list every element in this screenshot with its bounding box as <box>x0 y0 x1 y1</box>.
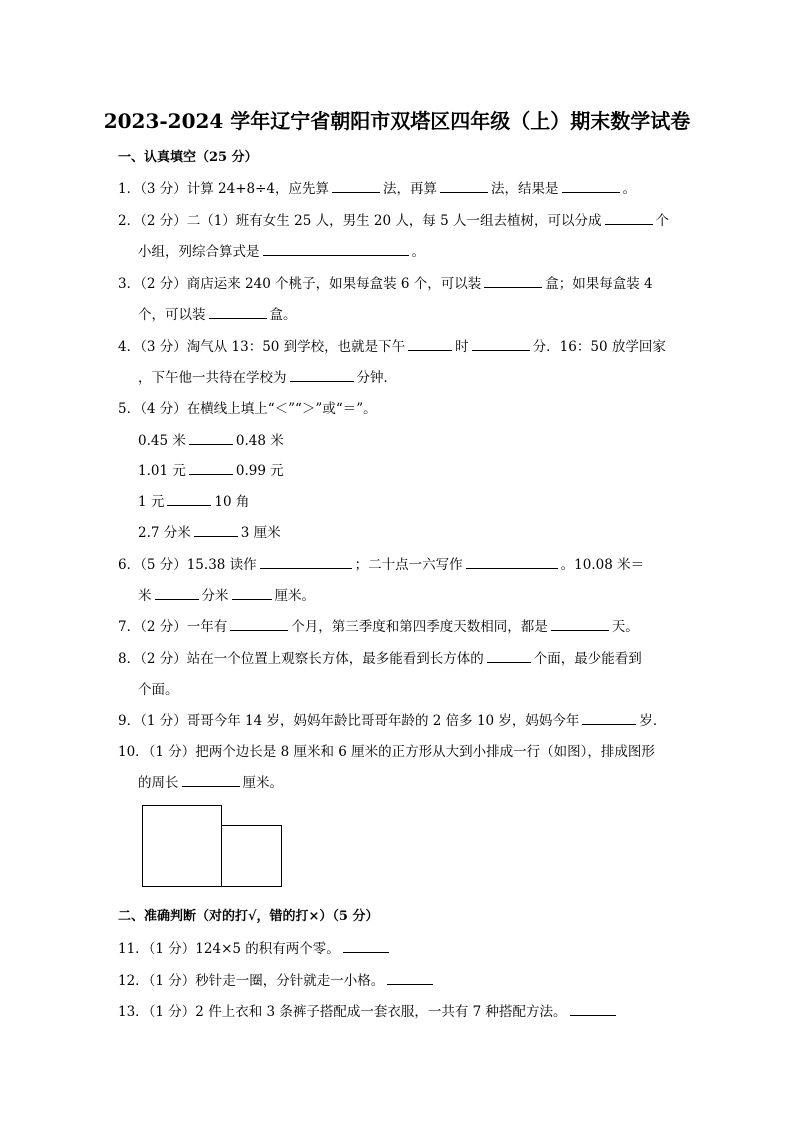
q11-text: 11．（1 分）124×5 的积有两个零。 <box>118 941 340 957</box>
q10-text-a: 10．（1 分）把两个边长是 8 厘米和 6 厘米的正方形从大到小排成一行（如图），排成图形 <box>118 744 655 760</box>
section-heading-fill-in: 一、认真填空（25 分） <box>118 150 258 165</box>
q7-text-c: 天。 <box>611 619 639 635</box>
q5-item-right: 0.48 米 <box>235 433 284 449</box>
q3-text-a: 3．（2 分）商店运来 240 个桃子，如果每盒装 6 个，可以装 <box>118 276 482 292</box>
q2-blank-2[interactable] <box>263 242 409 256</box>
q5-item-blank[interactable] <box>189 461 233 475</box>
q3-blank-2[interactable] <box>209 305 267 319</box>
q2-text-c: 小组，列综合算式是 <box>138 244 260 260</box>
question-1 <box>118 177 636 197</box>
q9-text-a: 9．（1 分）哥哥今年 14 岁，妈妈年龄比哥哥年龄的 2 倍多 10 岁，妈妈今年 <box>118 713 580 729</box>
q6-text-c: 。10.08 米＝ <box>560 557 645 573</box>
q6-text-a: 6．（5 分）15.38 读作 <box>118 557 257 573</box>
question-6 <box>118 553 644 573</box>
q5-item-left: 1 元 <box>138 494 165 510</box>
q5-item-right: 0.99 元 <box>235 463 284 479</box>
q6-text-b: ；二十点一六写作 <box>354 557 463 573</box>
section-heading-judgement: 二、准确判断（对的打√，错的打×）（5 分） <box>118 909 379 924</box>
q3-text-c: 个，可以装 <box>138 307 206 323</box>
question-11 <box>118 937 392 957</box>
large-square <box>142 805 222 887</box>
q11-blank[interactable] <box>343 939 389 953</box>
question-2-cont <box>138 240 425 260</box>
question-5 <box>118 397 377 417</box>
q5-item-blank[interactable] <box>167 492 211 506</box>
q2-text-d: 。 <box>411 244 425 260</box>
question-10-cont <box>138 771 283 791</box>
small-square <box>221 825 282 887</box>
question-12 <box>118 969 436 989</box>
q6-blank-2[interactable] <box>466 555 558 569</box>
q6-text-e: 分米 <box>201 588 229 604</box>
q5-item <box>138 429 284 449</box>
q9-text-b: 岁． <box>639 713 667 729</box>
question-13 <box>118 1000 619 1020</box>
q5-item-right: 10 角 <box>214 494 250 510</box>
q3-blank-1[interactable] <box>484 274 542 288</box>
q13-blank[interactable] <box>570 1002 616 1016</box>
q7-blank-2[interactable] <box>551 617 609 631</box>
q4-blank-3[interactable] <box>290 368 354 382</box>
q9-blank-1[interactable] <box>582 711 636 725</box>
q12-text: 12．（1 分）秒针走一圈，分针就走一小格。 <box>118 973 385 989</box>
two-squares-figure <box>142 805 284 887</box>
q7-text-b: 个月，第三季度和第四季度天数相同，都是 <box>291 619 548 635</box>
q5-item-blank[interactable] <box>194 523 238 537</box>
q5-item-left: 0.45 米 <box>138 433 186 449</box>
question-4-cont <box>138 366 397 386</box>
q5-item <box>138 521 281 541</box>
q10-text-c: 厘米。 <box>242 775 283 791</box>
q1-text-d: 。 <box>622 181 636 197</box>
question-8-cont <box>138 678 179 698</box>
q10-text-b: 的周长 <box>138 775 179 791</box>
q1-blank-1[interactable] <box>332 179 380 193</box>
q3-text-b: 盒；如果每盒装 4 <box>545 276 653 292</box>
q13-text: 13．（1 分）2 件上衣和 3 条裤子搭配成一套衣服，一共有 7 种搭配方法。 <box>118 1004 567 1020</box>
question-7 <box>118 615 639 635</box>
q3-text-d: 盒。 <box>269 307 297 323</box>
q4-text-b: 时 <box>455 339 469 355</box>
q1-blank-2[interactable] <box>440 179 488 193</box>
q4-blank-2[interactable] <box>472 337 530 351</box>
question-8 <box>118 647 642 667</box>
q2-text-a: 2．（2 分）二（1）班有女生 25 人，男生 20 人，每 5 人一组去植树，可以分成 <box>118 213 602 229</box>
q2-blank-1[interactable] <box>605 211 653 225</box>
q7-text-a: 7．（2 分）一年有 <box>118 619 228 635</box>
q1-blank-3[interactable] <box>562 179 620 193</box>
q4-text-d: ，下午他一共待在学校为 <box>138 370 287 386</box>
exam-title: 2023-2024 学年辽宁省朝阳市双塔区四年级（上）期末数学试卷 <box>103 109 691 133</box>
question-3-cont <box>138 303 297 323</box>
question-2 <box>118 209 669 229</box>
q8-blank-1[interactable] <box>487 649 531 663</box>
q5-item-left: 2.7 分米 <box>138 525 191 541</box>
q5-item-blank[interactable] <box>189 431 233 445</box>
question-3 <box>118 272 653 292</box>
q12-blank[interactable] <box>387 971 433 985</box>
q6-text-d: 米 <box>138 588 152 604</box>
q7-blank-1[interactable] <box>230 617 288 631</box>
q6-blank-1[interactable] <box>260 555 352 569</box>
q1-text-c: 法，结果是 <box>491 181 559 197</box>
q5-item <box>138 459 284 479</box>
question-10 <box>118 740 655 760</box>
q8-text-b: 个面，最少能看到 <box>533 651 642 667</box>
q10-blank-1[interactable] <box>182 773 240 787</box>
q4-text-c: 分．16：50 放学回家 <box>532 339 666 355</box>
q8-text-c: 个面。 <box>138 682 179 698</box>
q1-text-a: 1．（3 分）计算 24+8÷4，应先算 <box>118 181 329 197</box>
q6-blank-3[interactable] <box>155 586 199 600</box>
q5-text: 5．（4 分）在横线上填上“＜”“＞”或“＝”。 <box>118 401 377 417</box>
q6-blank-4[interactable] <box>232 586 272 600</box>
question-9 <box>118 709 666 729</box>
q1-text-b: 法，再算 <box>383 181 437 197</box>
q6-text-f: 厘米。 <box>274 588 315 604</box>
question-4 <box>118 335 666 355</box>
q2-text-b: 个 <box>655 213 670 229</box>
q4-text-a: 4．（3 分）淘气从 13：50 到学校，也就是下午 <box>118 339 406 355</box>
q5-item-left: 1.01 元 <box>138 463 186 479</box>
q5-item <box>138 490 249 510</box>
q4-text-e: 分钟． <box>356 370 397 386</box>
q8-text-a: 8．（2 分）站在一个位置上观察长方体，最多能看到长方体的 <box>118 651 484 667</box>
q4-blank-1[interactable] <box>408 337 452 351</box>
question-6-cont <box>138 584 315 604</box>
q5-item-right: 3 厘米 <box>240 525 281 541</box>
